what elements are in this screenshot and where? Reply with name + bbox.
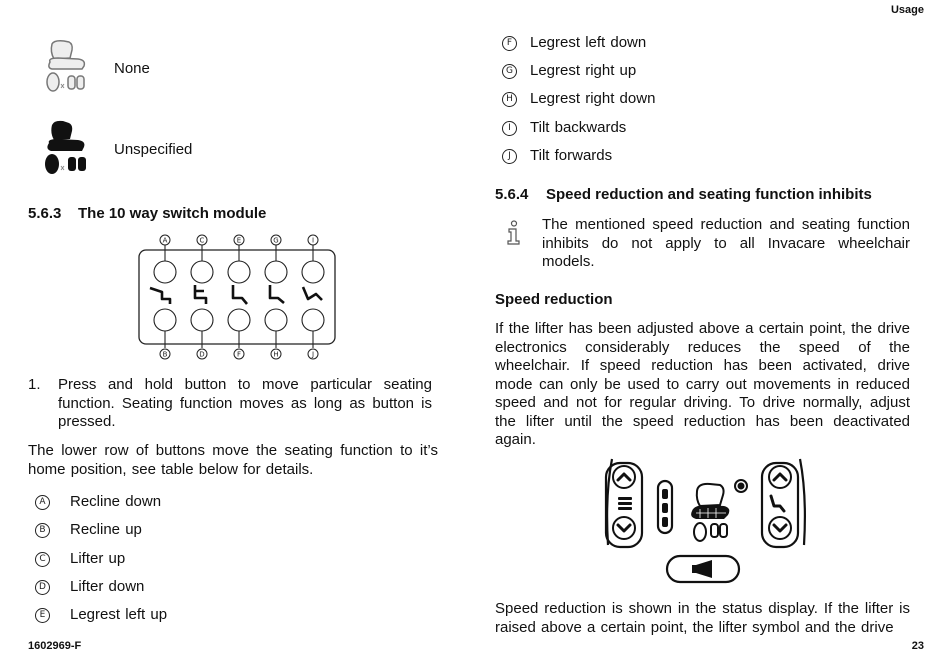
module-letter-top: E <box>236 236 242 245</box>
letter-badge: G <box>502 64 517 79</box>
page-number: 23 <box>911 640 924 652</box>
letter-badge: E <box>35 608 50 623</box>
letter-badge: C <box>35 552 50 567</box>
info-note: The mentioned speed reduction and seating function inhibits do not apply to all Invacare wheelchair models. <box>542 216 910 270</box>
section-5-6-4-number: 5.6.4 <box>495 186 529 203</box>
module-letter-bottom: J <box>311 350 315 359</box>
step-number: 1. <box>28 376 41 393</box>
module-letter-bottom: H <box>273 350 279 359</box>
module-letter-top: G <box>273 236 279 245</box>
section-5-6-3-number: 5.6.3 <box>28 205 62 222</box>
module-letter-bottom: B <box>162 350 168 359</box>
letter-badge: A <box>35 495 50 510</box>
switch-module-diagram <box>132 230 342 364</box>
section-5-6-4-title: Speed reduction and seating function inhibits <box>546 186 872 203</box>
module-letter-top: I <box>311 236 315 245</box>
control-panel-illustration <box>600 455 810 587</box>
letter-badge: F <box>502 36 517 51</box>
letter-badge: B <box>35 523 50 538</box>
module-letter-top: A <box>162 236 168 245</box>
seat-filled-icon <box>40 118 90 178</box>
letter-badge: J <box>502 149 517 164</box>
module-letter-top: C <box>199 236 205 245</box>
document-id: 1602969-F <box>28 640 82 652</box>
status-display-paragraph: Speed reduction is shown in the status display. If the lifter is raised above a certain point, the lifter symbol and the drive <box>495 600 910 636</box>
speed-reduction-paragraph: If the lifter has been adjusted above a certain point, the drive electronics considerably reduces the speed of the wheelchair. If speed reduction has been activated, drive mode can only be used to carry out movements in reduced speed and not for regular driving. To drive normally, adjust the lifter until the speed reduction has been deactivated again. <box>495 320 910 448</box>
letter-badge: H <box>502 92 517 107</box>
running-header: Usage <box>890 4 924 16</box>
speed-reduction-heading: Speed reduction <box>495 291 613 308</box>
symbol-none-label: None <box>114 60 150 77</box>
letter-badge: D <box>35 580 50 595</box>
module-letter-bottom: D <box>199 350 205 359</box>
module-letter-bottom: F <box>236 350 242 359</box>
symbol-unspecified-label: Unspecified <box>114 141 193 158</box>
letter-badge: I <box>502 121 517 136</box>
lower-row-paragraph: The lower row of buttons move the seating function to it’s home position, see table below for details. <box>28 442 438 478</box>
seat-outline-icon <box>42 38 90 96</box>
step-text: Press and hold button to move particular seating function. Seating function moves as long as button is pressed. <box>58 376 432 430</box>
section-5-6-3-title: The 10 way switch module <box>78 205 267 222</box>
info-icon <box>505 220 521 246</box>
